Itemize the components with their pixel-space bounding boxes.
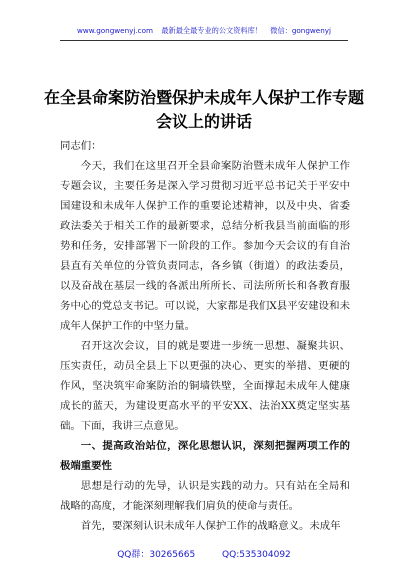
document-title — [40, 86, 368, 134]
title-line-1: 在全县命案防治暨保护未成年人保护工作专题 — [43, 88, 364, 107]
page-footer — [0, 547, 408, 560]
title-line-2: 会议上的讲话 — [155, 112, 252, 131]
page-header — [0, 26, 408, 36]
qq-group: QQ群：30265665 — [117, 550, 196, 560]
paragraph-2: 召开这次会议，目的就是要进一步统一思想、凝聚共识、压实责任，动员全县上下以更强的决心、更实的举措、更硬的作风，坚决筑牢命案防治的铜墙铁壁，全面撑起未成年人健康成长的蓝天，为建设更高水平的平安XX、法治XX奠定坚实基础。下面，我讲三点意见。 — [60, 340, 350, 432]
site-slogan: 最新最全最专业的公文资料库！ — [161, 26, 262, 35]
salutation: 同志们： — [60, 140, 102, 152]
section-heading-1: 一、提高政治站位，深化思想认识，深刻把握两项工作的极端重要性 — [60, 440, 350, 472]
wechat-id: 微信：gongwenyj — [270, 26, 332, 35]
paragraph-1: 今天，我们在这里召开全县命案防治暨未成年人保护工作专题会议，主要任务是深入学习贯彻习近平总书记关于平安中国建设和未成年人保护工作的重要论述精神，以及中央、省委政法委关于相关工作的最新要求，总结分析我县当前面临的形势和任务，安排部署下一阶段的工作。参加今天会议的有自治县直有关单位的分管负责同志，各乡镇（街道）的政法委员，以及奋战在基层一线的各派出所所长、司法所所长和各教育服务中心的党总支书记。可以说，大家都是我们X县平安建设和未成年人保护工作的中坚力量。 — [60, 160, 350, 332]
site-url[interactable]: www.gongwenyj.com — [76, 26, 154, 35]
document-body — [60, 136, 350, 536]
paragraph-3: 思想是行动的先导，认识是实践的动力。只有站在全局和战略的高度，才能深刻理解我们肩负的使命与责任。 — [60, 480, 350, 512]
paragraph-4: 首先，要深刻认识未成年人保护工作的战略意义。未成年 — [80, 520, 341, 532]
qq-contact: QQ:535304092 — [222, 550, 291, 560]
header-divider — [60, 40, 348, 41]
